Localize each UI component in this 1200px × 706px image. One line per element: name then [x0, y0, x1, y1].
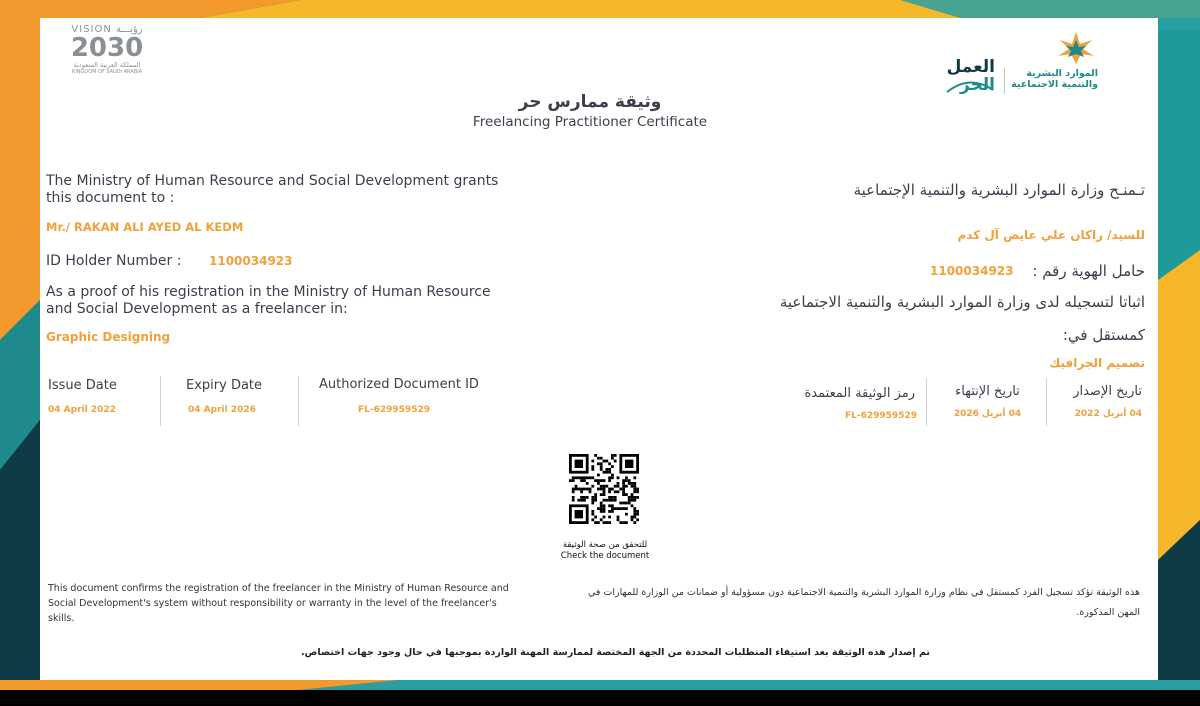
arabic-freelancer-in: كمستقل في:: [1062, 326, 1145, 344]
freework-swoosh-icon: [945, 72, 995, 96]
english-disclaimer: This document confirms the registration of the freelancer in the Ministry of Human Resource and Social Development's system without responsibility or warranty in the level of the freelancer's skills.: [48, 583, 509, 624]
palm-star-icon: [1054, 30, 1098, 66]
english-divider-1: [160, 376, 161, 426]
ministry-logo: [1010, 30, 1100, 94]
english-issue-label: Issue Date: [48, 378, 117, 393]
qr-caption-arabic: للتحقق من صحة الوثيقة: [562, 540, 648, 550]
vision-year: 2030: [70, 33, 144, 63]
vision-title: VISION رؤيـــة: [71, 24, 143, 35]
ministry-line2: والتنمية الاجتماعية: [1011, 79, 1098, 90]
vision-en: KINGDOM OF SAUDI ARABIA: [71, 69, 143, 75]
qr-caption-english: Check the document: [560, 551, 650, 561]
english-proof: As a proof of his registration in the Ministry of Human Resource and Social Development as a freelancer in:: [46, 284, 491, 317]
english-intro: The Ministry of Human Resource and Social Development grants this document to :: [46, 173, 499, 206]
english-issue-value: 04 April 2022: [48, 405, 116, 415]
arabic-docid-value: FL-629959529: [845, 411, 917, 421]
english-holder-name: Mr./ RAKAN ALI AYED AL KEDM: [46, 220, 244, 234]
arabic-expiry-label: تاريخ الإنتهاء: [955, 384, 1020, 399]
qr-code[interactable]: [569, 454, 639, 524]
arabic-id-label: حامل الهوية رقم :: [1032, 262, 1145, 280]
arabic-holder-name: للسيد/ راكان علي عايض آل كدم: [957, 228, 1145, 242]
english-docid-label: Authorized Document ID: [319, 377, 479, 392]
title-english: Freelancing Practitioner Certificate: [472, 114, 708, 130]
arabic-expiry-value: 04 أبريل 2026: [953, 409, 1022, 419]
ministry-line1: الموارد البشرية: [1026, 68, 1098, 79]
bottom-strip: [0, 690, 1200, 706]
freework-line1: العمل: [946, 57, 995, 77]
arabic-divider-2: [926, 378, 927, 426]
english-expiry-value: 04 April 2026: [188, 405, 256, 415]
english-docid-value: FL-629959529: [358, 405, 430, 415]
vision-ar: المملكة العربية السعودية: [73, 61, 141, 69]
certificate-title: [400, 92, 780, 130]
english-id-label: ID Holder Number :: [46, 253, 182, 269]
arabic-divider-1: [1046, 378, 1047, 426]
english-id-value: 1100034923: [209, 254, 293, 268]
english-divider-2: [298, 376, 299, 426]
arabic-issue-value: 04 أبريل 2022: [1074, 409, 1142, 419]
english-expiry-label: Expiry Date: [186, 378, 263, 393]
arabic-disclaimer: هذه الوثيقة تؤكد تسجيل الفرد كمستقل في نظام وزارة الموارد البشرية والتنمية الاجتماعية دون مسؤولية أو ضمانات من الوزارة للمهارات في المهن المذكورة.: [587, 587, 1140, 618]
arabic-issue-label: تاريخ الإصدار: [1073, 384, 1142, 399]
arabic-footer-note: تم إصدار هذه الوثيقة بعد استيفاء المتطلبات المحددة من الجهة المختصة لممارسة المهنة الواردة بموجبها في حال وجود جهات اختصاص.: [300, 647, 930, 658]
title-arabic: وثيقة ممارس حر: [518, 92, 662, 112]
english-profession: Graphic Designing: [46, 330, 171, 344]
arabic-id-value: 1100034923: [930, 264, 1014, 278]
arabic-proof: اثباتا لتسجيله لدى وزارة الموارد البشرية والتنمية الاجتماعية: [779, 293, 1145, 311]
arabic-intro: تـمنـح وزارة الموارد البشرية والتنمية الإجتماعية: [853, 181, 1145, 199]
freework-line2: الحر: [959, 75, 995, 95]
arabic-docid-label: رمز الوثيقة المعتمدة: [804, 386, 915, 401]
logo-divider: [1004, 68, 1005, 94]
vision-2030-logo: [62, 24, 152, 86]
freework-logo: [905, 58, 995, 98]
arabic-profession: تصميم الجرافيك: [1049, 356, 1145, 370]
